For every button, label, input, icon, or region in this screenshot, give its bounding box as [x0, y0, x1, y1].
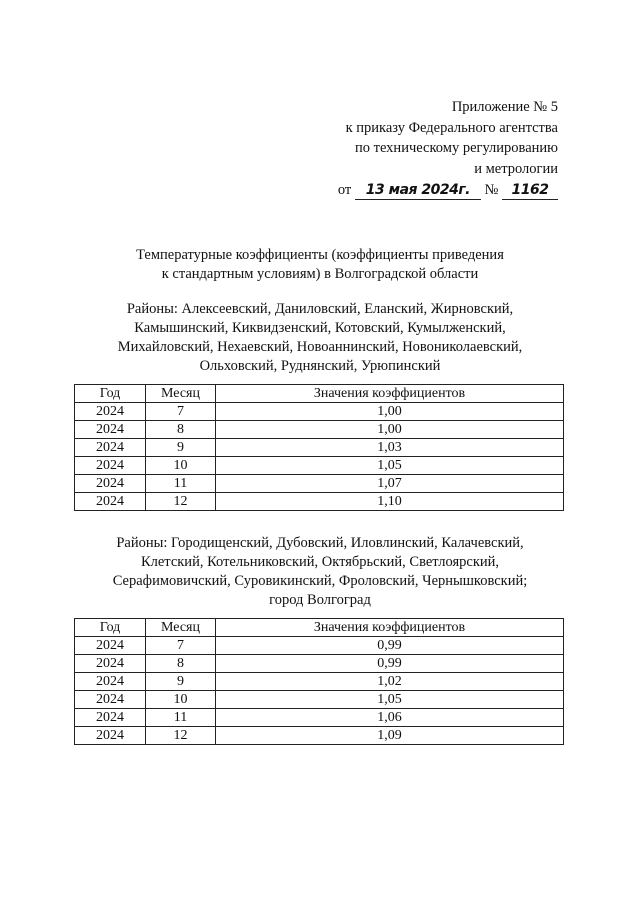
- cell-coefficient: 0,99: [216, 655, 564, 673]
- table-row: [75, 439, 564, 457]
- appendix-line: по техническому регулированию: [354, 140, 558, 156]
- cell-year: 2024: [75, 475, 146, 493]
- table-row: [75, 673, 564, 691]
- table-row: [75, 403, 564, 421]
- cell-year: 2024: [75, 673, 146, 691]
- cell-coefficient: 1,05: [216, 457, 564, 475]
- cell-year: 2024: [75, 439, 146, 457]
- districts-line: Камышинский, Киквидзенский, Котовский, Кумылженский,: [134, 320, 506, 336]
- cell-coefficient: 1,02: [216, 673, 564, 691]
- districts-line: Михайловский, Нехаевский, Новоаннинский, Новониколаевский,: [117, 339, 523, 355]
- appendix-line: Приложение № 5: [451, 99, 558, 115]
- cell-year: 2024: [75, 421, 146, 439]
- header-year: Год: [75, 385, 146, 403]
- table-header-row: [75, 619, 564, 637]
- cell-month: 11: [146, 709, 216, 727]
- title-line: к стандартным условиям) в Волгоградской области: [161, 266, 479, 282]
- table-row: [75, 493, 564, 511]
- cell-month: 9: [146, 439, 216, 457]
- districts-line: Районы: Городищенский, Дубовский, Иловлинский, Калачевский,: [116, 535, 524, 551]
- cell-coefficient: 1,09: [216, 727, 564, 745]
- cell-coefficient: 1,06: [216, 709, 564, 727]
- cell-month: 8: [146, 655, 216, 673]
- cell-year: 2024: [75, 691, 146, 709]
- cell-month: 12: [146, 493, 216, 511]
- cell-year: 2024: [75, 493, 146, 511]
- table-row: [75, 691, 564, 709]
- districts-list-2: [0, 534, 640, 610]
- header-month: Месяц: [146, 385, 216, 403]
- handwritten-order-number: 1162: [502, 181, 558, 200]
- table-row: [75, 475, 564, 493]
- table-row: [75, 421, 564, 439]
- table-header-row: [75, 385, 564, 403]
- districts-line: Ольховский, Руднянский, Урюпинский: [199, 358, 441, 374]
- coefficients-table-2: [74, 618, 564, 745]
- header-year: Год: [75, 619, 146, 637]
- cell-month: 10: [146, 457, 216, 475]
- appendix-header: [338, 97, 558, 201]
- districts-list-1: [0, 300, 640, 376]
- appendix-line: и метрологии: [474, 160, 558, 177]
- cell-month: 12: [146, 727, 216, 745]
- cell-coefficient: 1,05: [216, 691, 564, 709]
- table-row: [75, 727, 564, 745]
- header-month: Месяц: [146, 619, 216, 637]
- cell-year: 2024: [75, 727, 146, 745]
- districts-line: Районы: Алексеевский, Даниловский, Еланский, Жирновский,: [126, 301, 514, 317]
- header-coefficient: Значения коэффициентов: [216, 385, 564, 403]
- cell-coefficient: 1,00: [216, 403, 564, 421]
- cell-coefficient: 1,03: [216, 439, 564, 457]
- districts-line: город Волгоград: [269, 592, 371, 608]
- document-title: [0, 246, 640, 284]
- cell-month: 11: [146, 475, 216, 493]
- date-prefix: от: [337, 182, 352, 198]
- appendix-line: к приказу Федерального агентства: [345, 119, 558, 136]
- title-line: Температурные коэффициенты (коэффициенты приведения: [136, 247, 504, 263]
- cell-year: 2024: [75, 403, 146, 421]
- table-row: [75, 655, 564, 673]
- handwritten-date: 13 мая 2024г.: [355, 181, 481, 200]
- cell-month: 7: [146, 403, 216, 421]
- cell-month: 10: [146, 691, 216, 709]
- cell-year: 2024: [75, 709, 146, 727]
- districts-line: Клетский, Котельниковский, Октябрьский, Светлоярский,: [140, 554, 500, 570]
- order-date-line: [338, 180, 558, 201]
- table-row: [75, 457, 564, 475]
- table-row: [75, 637, 564, 655]
- cell-month: 7: [146, 637, 216, 655]
- coefficients-table-1: [74, 384, 564, 511]
- cell-coefficient: 0,99: [216, 637, 564, 655]
- table-row: [75, 709, 564, 727]
- cell-year: 2024: [75, 637, 146, 655]
- cell-coefficient: 1,07: [216, 475, 564, 493]
- cell-month: 9: [146, 673, 216, 691]
- districts-line: Серафимовичский, Суровикинский, Фроловский, Чернышковский;: [112, 573, 528, 589]
- cell-coefficient: 1,00: [216, 421, 564, 439]
- cell-month: 8: [146, 421, 216, 439]
- header-coefficient: Значения коэффициентов: [216, 619, 564, 637]
- cell-coefficient: 1,10: [216, 493, 564, 511]
- cell-year: 2024: [75, 457, 146, 475]
- number-label: №: [484, 182, 499, 198]
- cell-year: 2024: [75, 655, 146, 673]
